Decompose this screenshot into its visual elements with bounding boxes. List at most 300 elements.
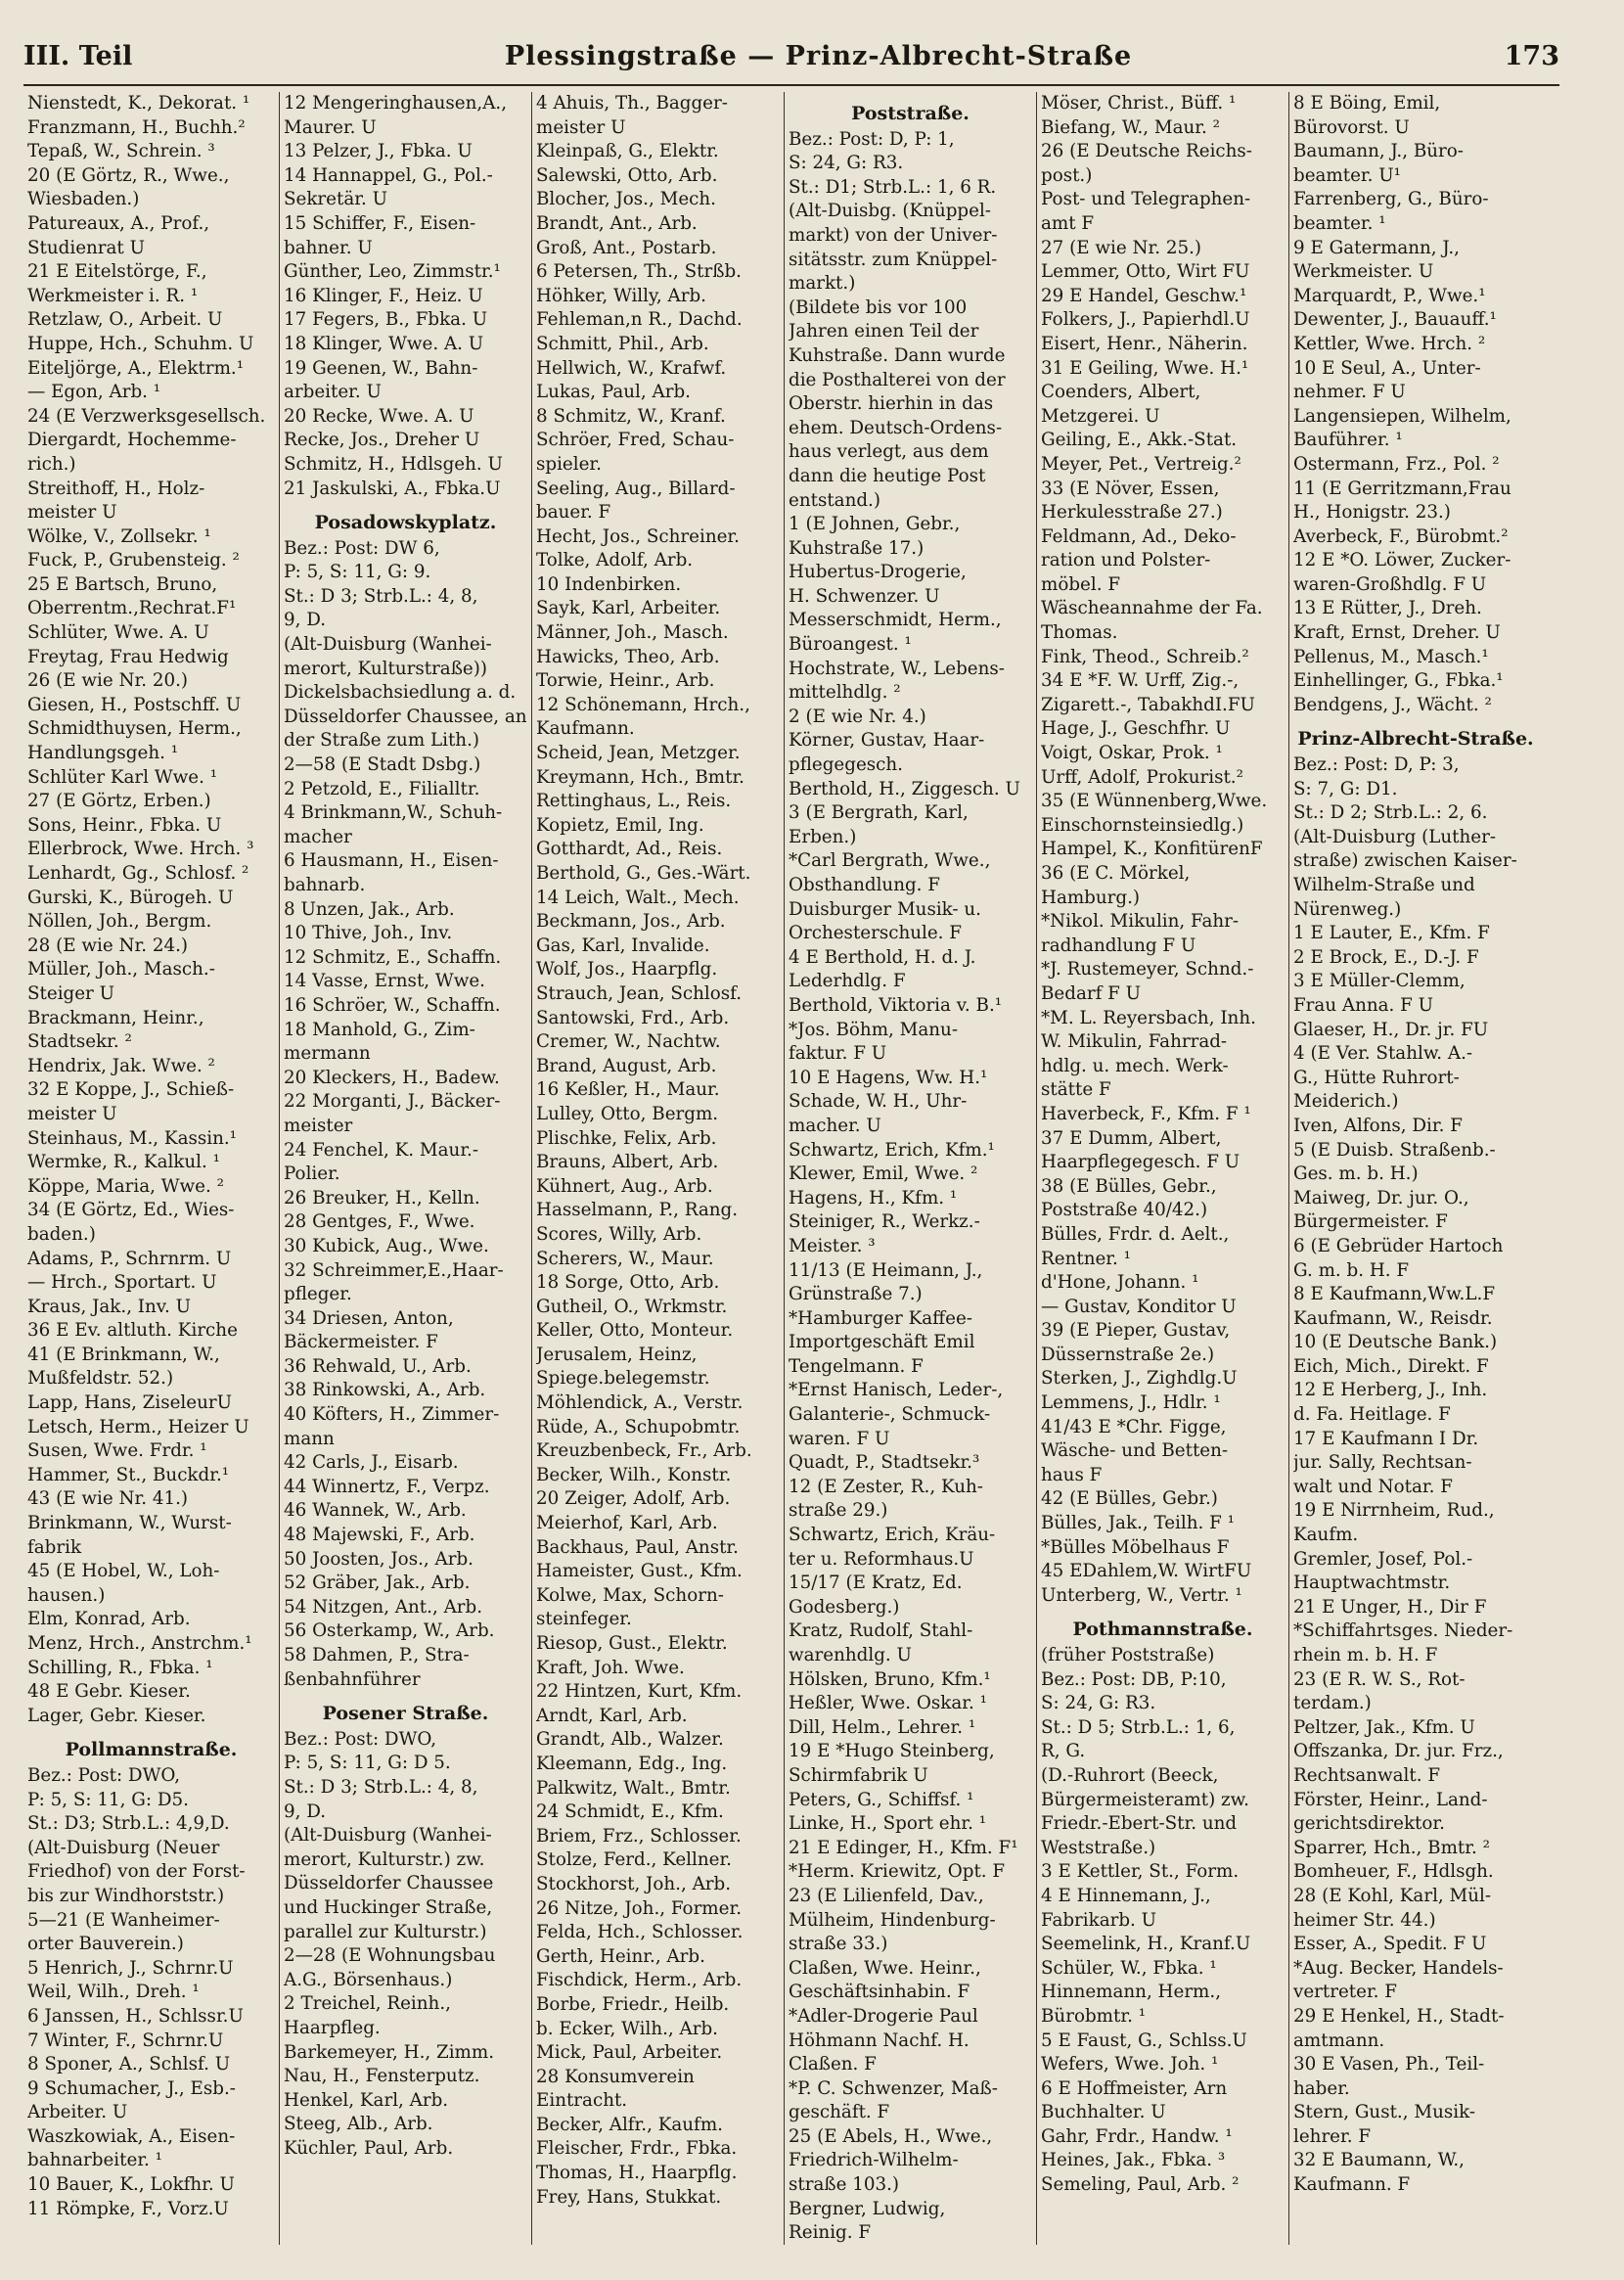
directory-entry: Recke, Jos., Dreher U [284,430,480,451]
directory-entry: meister U [536,116,626,138]
directory-entry: 4 E Berthold, H. d. J. [789,946,976,968]
directory-entry: Polier. [284,1163,340,1185]
directory-entry: (D.-Ruhrort (Beeck, [1041,1764,1219,1786]
directory-entry: Averbeck, F., Bürobmt.² [1293,525,1509,547]
directory-entry: 8 Sponer, A., Schlsf. U [27,2054,231,2075]
directory-entry: Schröer, Fred, Schau- [536,430,735,451]
directory-entry: 21 Jaskulski, A., Fbka.U [284,478,501,499]
directory-entry: Studienrat U [27,237,145,258]
directory-entry: 8 Schmitz, W., Kranf. [536,405,726,427]
directory-entry: meister U [27,502,117,524]
directory-entry: Riesop, Gust., Elektr. [536,1633,728,1654]
directory-entry: haus verlegt, aus dem [789,441,989,463]
directory-entry: steinfeger. [536,1609,632,1630]
directory-entry: bauer. F [536,502,611,524]
directory-entry: Einhellinger, G., Fbka.¹ [1293,670,1504,692]
directory-entry: 5 E Faust, G., Schlss.U [1041,2029,1247,2051]
directory-entry: Eisert, Henr., Näherin. [1041,333,1248,354]
directory-entry: Fehleman,n R., Dachd. [536,309,743,331]
directory-entry: 3 E Müller-Clemm, [1293,971,1466,992]
directory-entry: Bülles, Frdr. d. Aelt., [1041,1223,1230,1245]
directory-entry: Claßen, Wwe. Heinr., [789,1957,981,1979]
directory-entry: amtmann. [1293,2029,1385,2051]
directory-entry: 15/17 (E Kratz, Ed. [789,1573,963,1594]
directory-entry: Torwie, Heinr., Arb. [536,670,715,692]
directory-entry: Offszanka, Dr. jur. Frz., [1293,1741,1504,1762]
directory-entry: vertreter. F [1293,1982,1397,2003]
directory-entry: Pellenus, M., Masch.¹ [1293,646,1489,667]
directory-entry: Hameister, Gust., Kfm. [536,1561,743,1582]
directory-entry: Möser, Christ., Büff. ¹ [1041,93,1237,114]
directory-entry: Gotthardt, Ad., Reis. [536,839,723,860]
directory-entry: Gremler, Josef, Pol.- [1293,1548,1473,1570]
directory-entry: Letsch, Herm., Heizer U [27,1416,249,1437]
directory-entry: Jahren einen Teil der [789,321,979,342]
directory-entry: 9 E Gatermann, J., [1293,237,1460,258]
directory-entry: Heines, Jak., Fbka. ³ [1041,2150,1226,2171]
directory-entry: Gerth, Heinr., Arb. [536,1945,705,1967]
directory-entry: 13 Pelzer, J., Fbka. U [284,141,473,162]
directory-entry: Friedr.-Ebert-Str. und [1041,1813,1238,1835]
directory-entry: (Alt-Duisburg (Wanhei- [284,1825,492,1847]
directory-entry: Tengelmann. F [789,1355,924,1377]
directory-entry: 30 Kubick, Aug., Wwe. [284,1235,489,1256]
directory-entry: Schmitz, H., Hdlsgeh. U [284,453,503,475]
directory-entry: 50 Joosten, Jos., Arb. [284,1548,474,1570]
directory-entry: 4 (E Ver. Stahlw. A.- [1293,1043,1473,1065]
directory-entry: Bendgens, J., Wächt. ² [1293,694,1492,715]
directory-entry: Mick, Paul, Arbeiter. [536,2042,723,2064]
directory-entry: Meiderich.) [1293,1091,1399,1113]
directory-entry: 27 (E wie Nr. 25.) [1041,237,1202,258]
directory-entry: Obsthandlung. F [789,875,940,895]
directory-entry: Becker, Alfr., Kaufm. [536,2114,723,2135]
street-heading: Posadowskyplatz. [314,512,497,534]
directory-entry: Importgeschäft Emil [789,1332,975,1353]
directory-entry: Bülles, Jak., Teilh. F ¹ [1041,1513,1235,1534]
directory-entry: ehem. Deutsch-Ordens- [789,417,1003,438]
directory-entry: 6 E Hoffmeister, Arn [1041,2077,1228,2099]
directory-entry: Mußfeldstr. 52.) [27,1368,174,1390]
directory-entry: Elm, Konrad, Arb. [27,1609,191,1630]
directory-entry: Arndt, Karl, Arb. [536,1705,688,1726]
directory-entry: haus F [1041,1464,1103,1485]
directory-entry: Briem, Frz., Schlosser. [536,1825,742,1847]
directory-entry: Lemmer, Otto, Wirt FU [1041,261,1250,283]
directory-entry: *Schiffahrtsges. Nieder- [1293,1620,1513,1642]
directory-entry: 36 Rehwald, U., Arb. [284,1355,472,1377]
directory-entry: Duisburger Musik- u. [789,898,981,920]
directory-entry: 42 (E Bülles, Gebr.) [1041,1488,1218,1510]
directory-entry: Schade, W. H., Uhr- [789,1091,968,1113]
directory-entry: 13 E Rütter, J., Dreh. [1293,598,1482,619]
directory-entry: 5—21 (E Wanheimer- [27,1909,220,1931]
directory-entry: Meierhof, Karl, Arb. [536,1513,718,1534]
directory-entry: Ostermann, Frz., Pol. ² [1293,453,1500,475]
directory-entry: entstand.) [789,489,880,511]
directory-entry: 14 Leich, Walt., Mech. [536,887,740,908]
directory-entry: 27 (E Görtz, Erben.) [27,791,211,812]
directory-entry: 34 (E Görtz, Ed., Wies- [27,1200,235,1221]
directory-entry: der Straße zum Lith.) [284,730,480,752]
directory-entry: Kolwe, Max, Schorn- [536,1584,724,1606]
directory-entry: *Aug. Becker, Handels- [1293,1957,1504,1979]
directory-entry: Lukas, Paul, Arb. [536,382,691,403]
directory-entry: Poststraße 40/42.) [1041,1200,1208,1221]
directory-entry: mermann [284,1043,371,1065]
directory-entry: Langensiepen, Wilhelm, [1293,405,1511,427]
directory-entry: 10 Thive, Joh., Inv. [284,923,453,944]
directory-entry: Hinnemann, Herm., [1041,1982,1222,2003]
directory-entry: markt) von der Univer- [789,224,998,246]
directory-entry: Kaufmann. [536,718,635,740]
directory-entry: Strauch, Jean, Schlosf. [536,982,743,1004]
directory-entry: Schwartz, Erich, Kräu- [789,1525,996,1546]
directory-entry: Kreuzbenbeck, Fr., Arb. [536,1440,752,1462]
directory-entry: Müller, Joh., Masch.- [27,959,215,980]
directory-entry: 20 Kleckers, H., Badew. [284,1067,500,1088]
directory-entry: amt F [1041,212,1095,234]
directory-entry: (Alt-Duisburg (Wanhei- [284,634,492,656]
page-number: 173 [1504,41,1559,71]
directory-entry: St.: D 3; Strb.L.: 4, 8, [284,585,478,607]
directory-entry: lehrer. F [1293,2125,1372,2147]
directory-entry: heimer Str. 44.) [1293,1909,1436,1931]
directory-entry: Werkmeister i. R. ¹ [27,285,199,306]
directory-entry: 34 Driesen, Anton, [284,1307,454,1329]
directory-entry: Weil, Wilh., Dreh. ¹ [27,1982,200,2003]
directory-entry: Rettinghaus, L., Reis. [536,791,732,812]
directory-entry: Kraft, Joh. Wwe. [536,1657,685,1678]
directory-entry: Lemmens, J., Hdlr. ¹ [1041,1392,1221,1414]
directory-entry: Galanterie-, Schmuck- [789,1404,991,1426]
directory-entry: Kaufmann. F [1293,2174,1411,2196]
directory-entry: Scherers, W., Maur. [536,1248,714,1269]
directory-entry: 25 E Bartsch, Bruno, [27,573,218,595]
directory-entry: 56 Osterkamp, W., Arb. [284,1620,495,1642]
directory-entry: Lederhdlg. F [789,971,906,992]
directory-entry: 5 (E Duisb. Straßenb.- [1293,1139,1496,1161]
directory-entry: *P. C. Schwenzer, Maß- [789,2077,998,2099]
directory-entry: Maiweg, Dr. jur. O., [1293,1187,1469,1208]
directory-entry: Büroangest. ¹ [789,634,912,656]
directory-entry: H. Schwenzer. U [789,585,940,607]
directory-entry: 9, D. [284,1801,327,1822]
directory-entry: Schlüter, Wwe. A. U [27,622,209,644]
directory-entry: pflegegesch. [789,754,903,776]
directory-entry: 24 Fenchel, K. Maur.- [284,1139,479,1161]
directory-entry: Gurski, K., Bürogeh. U [27,887,234,908]
directory-entry: Kleinpaß, G., Elektr. [536,141,719,162]
directory-entry: straße 29.) [789,1500,888,1522]
directory-entry: Körner, Gustav, Haar- [789,730,985,752]
column-1 [23,92,280,2245]
directory-entry: Köppe, Maria, Wwe. ² [27,1175,224,1197]
directory-entry: 11/13 (E Heimann, J., [789,1259,983,1281]
directory-entry: Bauführer. ¹ [1293,430,1403,451]
directory-entry: Kraus, Jak., Inv. U [27,1296,191,1317]
directory-entry: *Hamburger Kaffee- [789,1307,972,1329]
directory-entry: S: 24, G: R3. [789,153,904,174]
directory-entry: 30 E Vasen, Ph., Teil- [1293,2054,1485,2075]
directory-entry: *Ernst Hanisch, Leder-, [789,1380,1004,1401]
directory-entry: Bürovorst. U [1293,116,1410,138]
directory-entry: stätte F [1041,1079,1111,1101]
directory-entry: Brauns, Albert, Arb. [536,1152,719,1173]
directory-entry: (Alt-Duisbg. (Knüppel- [789,201,991,222]
directory-entry: Wilhelm-Straße und [1293,875,1475,895]
directory-entry: Claßen. F [789,2054,877,2075]
directory-entry: Kleemann, Edg., Ing. [536,1753,728,1774]
directory-entry: 40 Köfters, H., Zimmer- [284,1404,500,1426]
column-3 [532,92,785,2245]
directory-entry: G. m. b. H. F [1293,1259,1410,1281]
directory-entry: *Carl Bergrath, Wwe., [789,850,991,872]
directory-entry: Reinig. F [789,2222,872,2244]
directory-entry: Steiger U [27,982,115,1004]
directory-entry: Coenders, Albert, [1041,382,1201,403]
directory-entry: Freytag, Frau Hedwig [27,646,229,667]
directory-entry: Semeling, Paul, Arb. ² [1041,2174,1240,2196]
directory-entry: parallel zur Kulturstr.) [284,1921,487,1942]
directory-entry: 12 E Herberg, J., Inh. [1293,1380,1488,1401]
directory-entry: Groß, Ant., Postarb. [536,237,717,258]
directory-entry: A.G., Börsenhaus.) [284,1969,453,1990]
directory-entry: Kaufmann, W., Reisdr. [1293,1307,1493,1329]
directory-entry: 2—28 (E Wohnungsbau [284,1945,496,1967]
directory-entry: Schilling, R., Fbka. ¹ [27,1657,213,1678]
directory-entry: d'Hone, Johann. ¹ [1041,1272,1199,1294]
directory-entry: Günther, Leo, Zimmstr.¹ [284,261,501,283]
directory-entry: baden.) [27,1223,96,1245]
directory-entry: 18 Sorge, Otto, Arb. [536,1272,720,1294]
directory-entry: Stolze, Ferd., Kellner. [536,1849,732,1871]
directory-entry: 4 E Hinnemann, J., [1041,1885,1211,1906]
directory-entry: 32 E Koppe, J., Schieß- [27,1079,235,1101]
directory-entry: Hamburg.) [1041,887,1141,908]
directory-entry: pfleger. [284,1284,352,1305]
directory-entry: Lenhardt, Gg., Schlosf. ² [27,863,249,884]
directory-entry: 43 (E wie Nr. 41.) [27,1488,189,1510]
directory-entry: Hauptwachtmstr. [1293,1573,1451,1594]
directory-entry: P: 5, S: 11, G: D 5. [284,1753,451,1774]
directory-entry: Haverbeck, F., Kfm. F ¹ [1041,1103,1251,1124]
directory-entry: 10 (E Deutsche Bank.) [1293,1332,1498,1353]
directory-entry: Düsseldorfer Chaussee [284,1873,494,1894]
page-header [23,41,1559,86]
directory-entry: waren-Großhdlg. F U [1293,573,1487,595]
directory-entry: Sayk, Karl, Arbeiter. [536,598,721,619]
column-2 [280,92,532,2245]
directory-entry: Bez.: Post: DWO, [284,1728,437,1750]
directory-entry: 10 Bauer, K., Lokfhr. U [27,2174,235,2196]
directory-entry: Grandt, Alb., Walzer. [536,1729,724,1751]
directory-entry: 52 Gräber, Jak., Arb. [284,1573,471,1594]
directory-entry: Hecht, Jos., Schreiner. [536,525,740,547]
directory-entry: G., Hütte Ruhrort- [1293,1067,1460,1088]
directory-entry: 5 Henrich, J., Schrnr.U [27,1957,234,1979]
directory-entry: Metzgerei. U [1041,405,1160,427]
directory-entry: Barkemeyer, H., Zimm. [284,2041,495,2063]
directory-entry: Arbeiter. U [27,2102,128,2123]
directory-entry: 2 E Brock, E., D.-J. F [1293,946,1479,968]
directory-entry: Schirmfabrik U [789,1764,928,1786]
street-heading: Posener Straße. [322,1703,489,1725]
directory-entry: Rentner. ¹ [1041,1248,1131,1269]
directory-entry: Möhlendick, A., Verstr. [536,1392,744,1414]
directory-entry: Streithoff, H., Holz- [27,478,205,499]
directory-entry: 11 (E Gerritzmann,Frau [1293,478,1511,499]
directory-entry: 28 Gentges, F., Wwe. [284,1211,475,1233]
directory-entry: Geschäftsinhabin. F [789,1982,970,2003]
directory-entry: Bedarf F U [1041,982,1142,1004]
directory-entry: walt und Notar. F [1293,1476,1453,1497]
directory-entry: 25 (E Abels, H., Wwe., [789,2125,993,2147]
directory-entry: 12 Mengeringhausen,A., [284,93,508,114]
directory-entry: Hellwich, W., Krafwf. [536,357,727,379]
directory-entry: Fuck, P., Grubensteig. ² [27,550,240,571]
directory-entry: orter Bauverein.) [27,1934,184,1955]
directory-entry: Wermke, R., Kalkul. ¹ [27,1152,220,1173]
directory-entry: Wäscheannahme der Fa. [1041,598,1263,619]
directory-entry: 35 (E Wünnenberg,Wwe. [1041,791,1268,812]
directory-entry: macher. U [789,1115,881,1136]
directory-entry: Gahr, Frdr., Handw. ¹ [1041,2125,1233,2147]
directory-entry: Franzmann, H., Buchh.² [27,116,246,138]
directory-entry: 14 Hannappel, G., Pol.- [284,164,493,186]
directory-entry: Sons, Heinr., Fbka. U [27,814,222,836]
directory-entry: (Alt-Duisburg (Neuer [27,1837,220,1858]
directory-entry: Wefers, Wwe. Joh. ¹ [1041,2054,1219,2075]
directory-entry: Hagens, H., Kfm. ¹ [789,1187,958,1208]
directory-entry: Felda, Hch., Schlosser. [536,1922,744,1943]
directory-entry: 8 Unzen, Jak., Arb. [284,898,455,920]
directory-entry: 18 Klinger, Wwe. A. U [284,333,484,354]
directory-entry: Einschornsteinsiedlg.) [1041,814,1244,836]
directory-entry: S: 24, G: R3. [1041,1693,1156,1714]
directory-entry: Stadtsekr. ² [27,1031,132,1053]
directory-entry: *Bülles Möbelhaus F [1041,1536,1230,1558]
directory-entry: Bürobmtr. ¹ [1041,2005,1147,2027]
directory-entry: 2 Petzold, E., Filialltr. [284,778,480,799]
directory-entry: Tolke, Adolf, Arb. [536,550,694,571]
directory-entry: — Hrch., Sportart. U [27,1272,217,1294]
directory-entry: 4 Brinkmann,W., Schuh- [284,802,503,824]
directory-entry: 4 Ahuis, Th., Bagger- [536,93,728,114]
directory-entry: St.: D3; Strb.L.: 4,9,D. [27,1813,230,1835]
directory-entry: Geiling, E., Akk.-Stat. [1041,430,1238,451]
column-4 [785,92,1037,2245]
directory-entry: *M. L. Reyersbach, Inh. [1041,1007,1256,1028]
directory-entry: Feldmann, Ad., Deko- [1041,525,1237,547]
directory-entry: 6 (E Gebrüder Hartoch [1293,1235,1504,1256]
directory-entry: straße 33.) [789,1934,888,1955]
directory-entry: Düssernstraße 2e.) [1041,1344,1215,1365]
directory-entry: Iven, Alfons, Dir. F [1293,1115,1463,1136]
directory-entry: Höhmann Nachf. H. [789,2029,970,2051]
directory-entry: rhein m. b. H. F [1293,1645,1438,1665]
directory-entry: Unterberg, W., Vertr. ¹ [1041,1584,1242,1606]
directory-entry: Voigt, Oskar, Prok. ¹ [1041,743,1223,764]
directory-entry: 37 E Dumm, Albert, [1041,1127,1222,1149]
directory-entry: merort, Kulturstraße)) [284,658,488,679]
directory-entry: beamter. ¹ [1293,212,1386,234]
directory-entry: Dewenter, J., Bauauff.¹ [1293,309,1497,331]
directory-entry: Wiesbaden.) [27,189,140,210]
directory-entry: 3 (E Bergrath, Karl, [789,802,969,824]
directory-entry: Steiniger, R., Werkz.- [789,1211,980,1233]
directory-entry: Kraft, Ernst, Dreher. U [1293,622,1501,644]
directory-entry: St.: D 2; Strb.L.: 2, 6. [1293,802,1488,824]
directory-entry: Folkers, J., Papierhdl.U [1041,309,1250,331]
directory-entry: 23 (E R. W. S., Rot- [1293,1668,1466,1690]
directory-entry: Farrenberg, G., Büro- [1293,189,1489,210]
directory-entry: Linke, H., Sport ehr. ¹ [789,1813,987,1835]
directory-entry: Cremer, W., Nachtw. [536,1031,721,1053]
directory-entry: Godesberg.) [789,1596,900,1618]
directory-entry: 6 Janssen, H., Schlssr.U [27,2005,244,2027]
directory-entry: 17 E Kaufmann I Dr. [1293,1428,1479,1449]
page-title: Plessingstraße — Prinz-Albrecht-Straße [504,41,1133,71]
directory-entry: Keller, Otto, Monteur. [536,1320,734,1342]
directory-entry: Kuhstraße. Dann wurde [789,344,1006,366]
directory-entry: *Jos. Böhm, Manu- [789,1019,958,1040]
directory-entry: hdlg. u. mech. Werk- [1041,1055,1229,1076]
directory-entry: St.: D 5; Strb.L.: 1, 6, [1041,1716,1236,1738]
directory-entry: Schlüter Karl Wwe. ¹ [27,766,218,788]
directory-entry: Plischke, Felix, Arb. [536,1127,717,1149]
directory-entry: nehmer. F U [1293,382,1406,403]
directory-entry: 38 (E Bülles, Gebr., [1041,1175,1217,1197]
directory-entry: Salewski, Otto, Arb. [536,164,718,186]
directory-entry: Mülheim, Hindenburg- [789,1909,996,1931]
directory-entry: Förster, Heinr., Land- [1293,1789,1488,1810]
directory-entry: Schmidthuysen, Herm., [27,718,242,740]
directory-entry: Dill, Helm., Lehrer. ¹ [789,1716,976,1738]
directory-entry: 9, D. [284,610,327,631]
directory-entry: 19 E *Hugo Steinberg, [789,1741,995,1762]
directory-entry: Schüler, W., Fbka. ¹ [1041,1957,1217,1979]
directory-entry: Nöllen, Joh., Bergm. [27,911,212,933]
directory-entry: 16 Klinger, F., Heiz. U [284,285,483,306]
directory-entry: 20 (E Görtz, R., Wwe., [27,164,230,186]
directory-entry: Lulley, Otto, Bergm. [536,1103,719,1124]
directory-entry: Wölke, V., Zollsekr. ¹ [27,525,211,547]
directory-entry: rich.) [27,453,76,475]
directory-entry: Maurer. U [284,116,377,138]
directory-entry: Fleischer, Frdr., Fbka. [536,2138,738,2160]
directory-entry: ration und Polster- [1041,550,1211,571]
directory-entry: 6 Hausmann, H., Eisen- [284,850,499,872]
directory-entry: 10 Indenbirken. [536,573,682,595]
directory-entry: Bez.: Post: DB, P:10, [1041,1668,1227,1690]
directory-entry: Bürgermeister. F [1293,1211,1448,1233]
directory-entry: Frey, Hans, Stukkat. [536,2186,722,2208]
directory-entry: 1 (E Johnen, Gebr., [789,514,961,535]
directory-entry: Kettler, Wwe. Hrch. ² [1293,333,1486,354]
directory-entry: Becker, Wilh., Konstr. [536,1464,732,1485]
directory-entry: Thomas. [1041,622,1118,644]
directory-entry: 8 E Kaufmann,Ww.L.F [1293,1284,1496,1305]
directory-entry: Kratz, Rudolf, Stahl- [789,1620,973,1642]
directory-entry: Santowski, Frd., Arb. [536,1007,730,1028]
directory-entry: faktur. F U [789,1043,887,1065]
directory-entry: Erben.) [789,826,857,847]
directory-entry: dann die heutige Post [789,465,986,486]
directory-entry: Stern, Gust., Musik- [1293,2102,1476,2123]
directory-entry: R, G. [1041,1741,1086,1762]
directory-entry: haber. [1293,2077,1350,2099]
